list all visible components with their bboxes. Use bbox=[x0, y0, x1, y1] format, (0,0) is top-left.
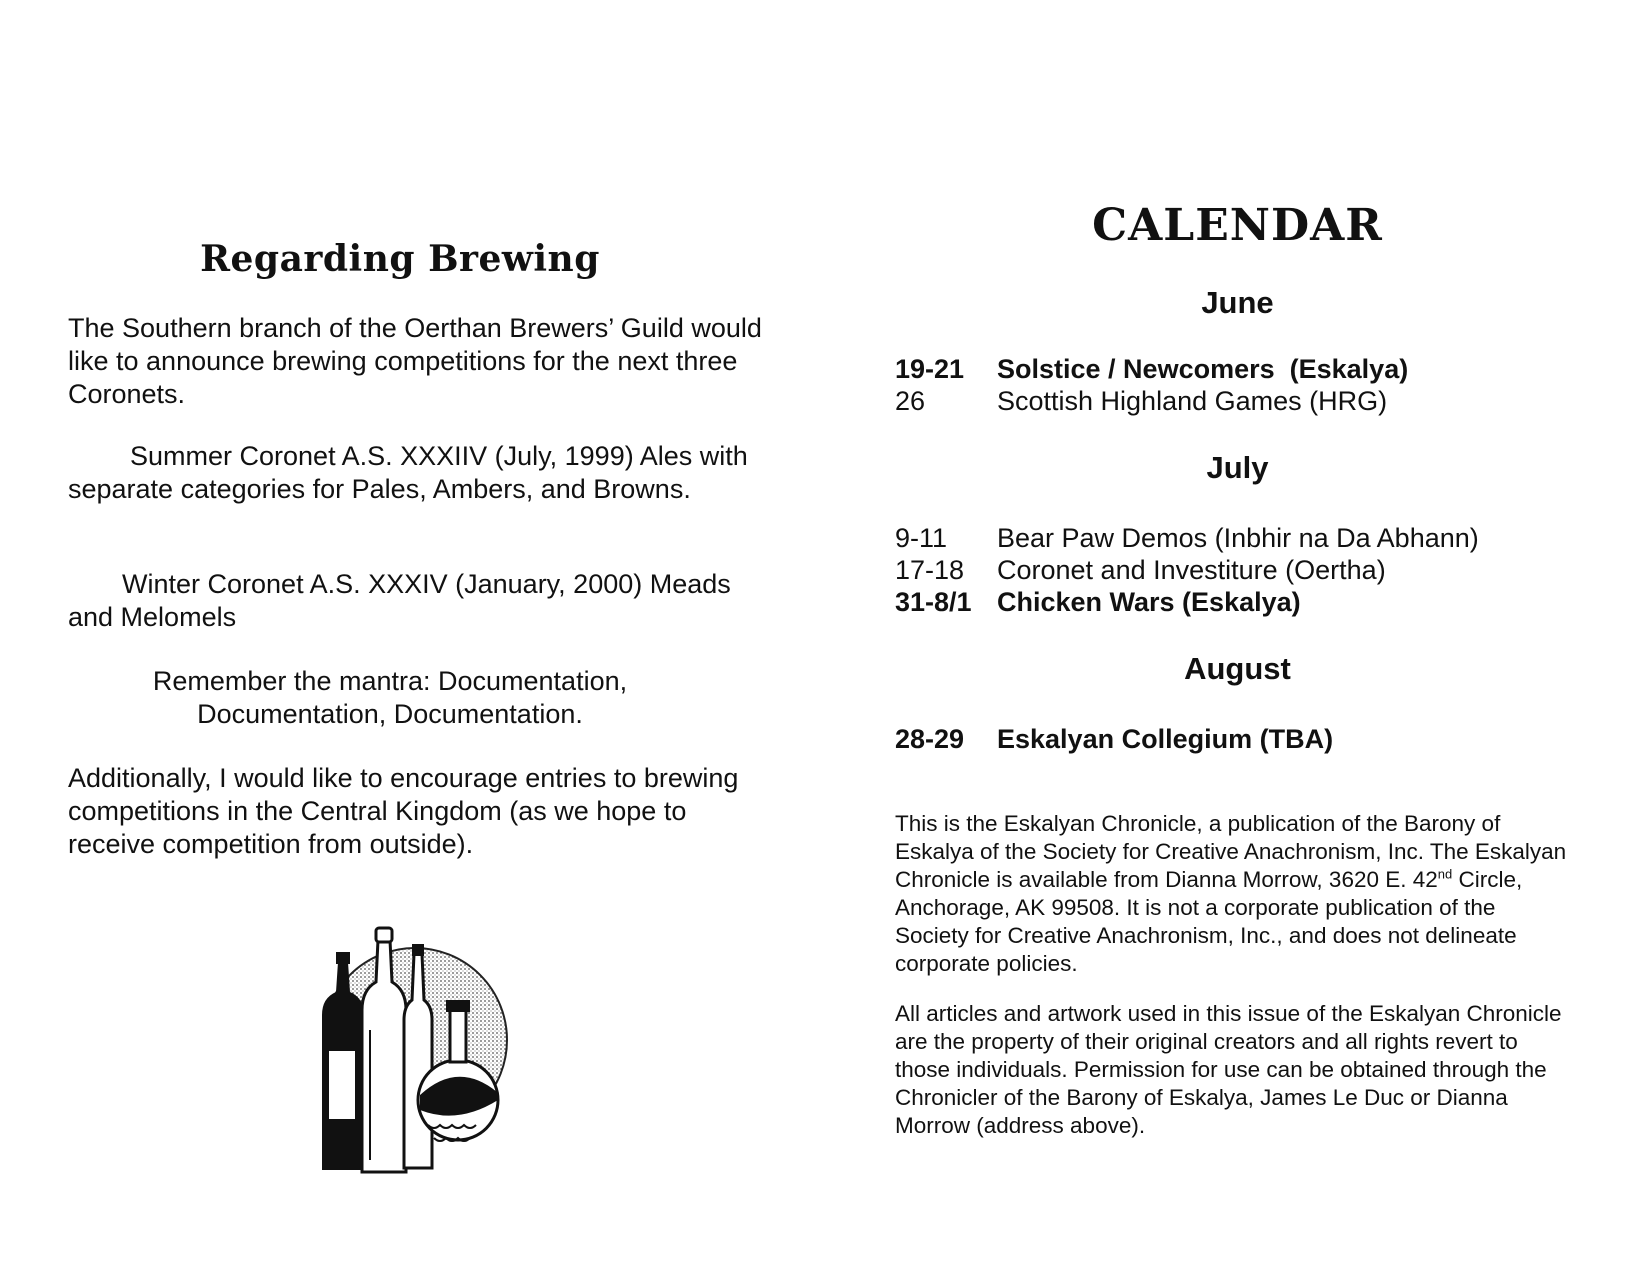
event-text: Solstice / Newcomers (Eskalya) bbox=[997, 354, 1409, 384]
month-heading-july: July bbox=[1206, 450, 1269, 485]
mantra-line-2: Documentation, Documentation. bbox=[197, 699, 583, 729]
bottles-illustration bbox=[300, 920, 530, 1180]
summer-coronet-paragraph bbox=[68, 440, 768, 506]
event-text: Chicken Wars (Eskalya) bbox=[997, 587, 1301, 617]
right-page bbox=[825, 0, 1650, 1275]
event-date: 31-8/1 bbox=[895, 587, 972, 617]
event-text: Scottish Highland Games (HRG) bbox=[997, 386, 1388, 416]
event-date: 9-11 bbox=[895, 523, 948, 553]
article-title: Regarding Brewing bbox=[200, 238, 600, 280]
notice-text-2: Circle, Anchorage, AK 99508. It is not a corporate publication of the Society for Creative Anachronism, Inc., and does not delineate corporate policies. bbox=[895, 867, 1523, 976]
calendar-event bbox=[895, 554, 1386, 587]
calendar-event bbox=[895, 385, 1387, 418]
summer-coronet-text: Summer Coronet A.S. XXXIIV (July, 1999) Ales with separate categories for Pales, Ambers, and Browns. bbox=[68, 441, 748, 504]
calendar-event bbox=[895, 723, 1333, 756]
event-date: 26 bbox=[895, 386, 926, 416]
event-text: Bear Paw Demos (Inbhir na Da Abhann) bbox=[997, 523, 1479, 553]
rights-notice: All articles and artwork used in this issue of the Eskalyan Chronicle are the property of their original creators and all rights revert to those individuals. Permission for use can be obtained through the Chronicler of the Barony of Eskalya, James Le Duc or Dianna Morrow (address above). bbox=[895, 1001, 1562, 1138]
winter-coronet-paragraph bbox=[68, 568, 768, 634]
calendar-event bbox=[895, 586, 1301, 619]
month-heading-june: June bbox=[1201, 285, 1274, 320]
calendar-title: CALENDAR bbox=[1092, 200, 1383, 251]
month-heading-august: August bbox=[1184, 651, 1291, 686]
calendar-event bbox=[895, 522, 1479, 555]
intro-paragraph: The Southern branch of the Oerthan Brewers’ Guild would like to announce brewing competitions for the next three Coronets. bbox=[68, 313, 762, 409]
notice-text-1: This is the Eskalyan Chronicle, a publication of the Barony of Eskalya of the Society for Creative Anachronism, Inc. The Eskalyan Chronicle is available from Dianna Morrow, 3620 E. 42 bbox=[895, 811, 1567, 892]
mantra-paragraph bbox=[40, 665, 740, 731]
event-date: 17-18 bbox=[895, 555, 965, 585]
additional-paragraph: Additionally, I would like to encourage entries to brewing competitions in the Central Kingdom (as we hope to receive competition from outside). bbox=[68, 763, 739, 859]
event-text: Coronet and Investiture (Oertha) bbox=[997, 555, 1386, 585]
winter-coronet-text: Winter Coronet A.S. XXXIV (January, 2000) Meads and Melomels bbox=[68, 569, 731, 632]
ordinal-suffix: nd bbox=[1437, 866, 1453, 882]
event-date: 19-21 bbox=[895, 354, 965, 384]
event-text: Eskalyan Collegium (TBA) bbox=[997, 724, 1334, 754]
publication-notice bbox=[895, 810, 1575, 978]
left-page bbox=[0, 0, 800, 1275]
mantra-line-1: Remember the mantra: Documentation, bbox=[152, 666, 628, 696]
event-date: 28-29 bbox=[895, 724, 965, 754]
calendar-event bbox=[895, 353, 1408, 386]
